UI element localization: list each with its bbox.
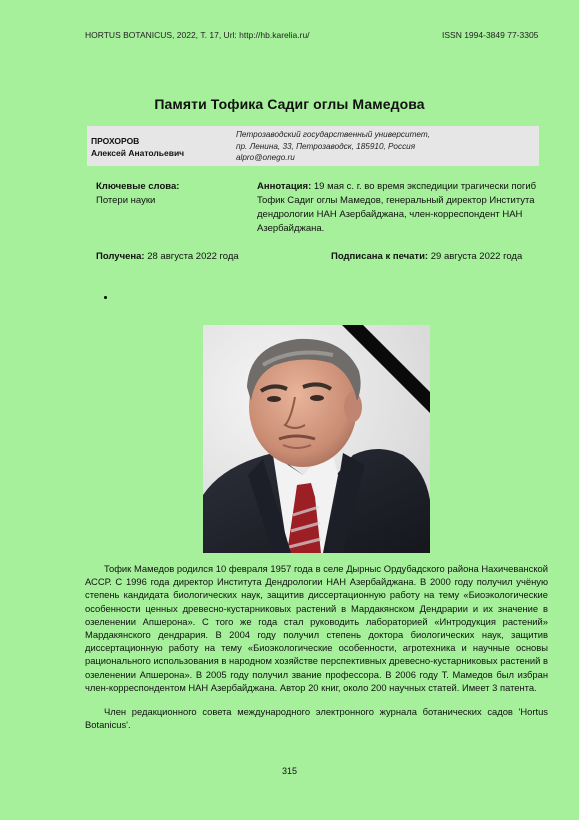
keywords — [96, 180, 179, 207]
keywords-text: Потери науки — [96, 194, 156, 206]
article-title: Памяти Тофика Садиг оглы Мамедова — [154, 96, 425, 112]
body-paragraph: Тофик Мамедов родился 10 февраля 1957 года в селе Дырныс Ордубадского района Нахичеванской АССР. С 1996 года директор Института Дендрологии НАН Азербайджана. В 2000 году получил учёную степень кандидата биологических наук, защитив диссертационную работу на тему «Биоэкологические особенности ценных древесно-кустарниковых растений в Мардакянском Дендрарии и их значение в озеленении Апшерона». С того же года стал руководить лабораторией «Интродукция растений» Мардакянского дендрария. В 2004 году получил степень доктора биологических наук, защитив диссертационную работу на тему «Биоэкологические особенности, агротехника и научные основы рационального использования в народном хозяйстве перспективных древесно-кустарниковых растений в озеленении Апшерона». В 2005 году получил звание профессора. В 2006 году Т. Мамедов был избран член-корреспондентом НАН Азербайджана. Автор 20 книг, около 200 научных статей. Имеет 3 патента. — [85, 563, 548, 693]
affiliation-line: пр. Ленина, 33, Петрозаводск, 185910, Россия — [236, 141, 416, 151]
author-given-names: Алексей Анатольевич — [91, 147, 185, 158]
article-body — [85, 562, 548, 731]
issn: ISSN 1994-3849 77-3305 — [442, 30, 539, 40]
bullet-dot — [104, 296, 107, 299]
received-label: Получена: — [96, 251, 145, 262]
author-name — [91, 136, 184, 159]
signed-value: 29 августа 2022 года — [428, 251, 523, 262]
author-block — [87, 126, 539, 166]
signed-date — [331, 251, 522, 262]
author-surname: ПРОХОРОВ — [91, 136, 140, 146]
signed-label: Подписана к печати: — [331, 251, 429, 262]
portrait-photo-icon — [203, 325, 430, 553]
body-paragraph: Член редакционного совета международного электронного журнала ботанических садов 'Hortus Botanicus'. — [85, 706, 548, 731]
received-date — [96, 251, 239, 262]
journal-reference: HORTUS BOTANICUS, 2022, Т. 17, Url: http://hb.karelia.ru/ — [85, 30, 310, 40]
author-email[interactable]: alpro@onego.ru — [236, 153, 295, 162]
page-number: 315 — [281, 766, 298, 776]
keywords-label: Ключевые слова: — [96, 181, 180, 192]
affiliation-line: Петрозаводский государственный университет, — [236, 130, 430, 139]
portrait-photo — [203, 325, 430, 553]
abstract — [257, 180, 542, 236]
received-value: 28 августа 2022 года — [144, 251, 239, 262]
abstract-label: Аннотация: — [257, 181, 312, 192]
abstract-text: 19 мая с. г. во время экспедиции трагически погиб Тофик Садиг оглы Мамедов, генеральный директор Института дендрологии НАН Азербайджана, член-корреспондент НАН Азербайджана. — [257, 181, 537, 234]
author-affiliation — [236, 129, 430, 164]
